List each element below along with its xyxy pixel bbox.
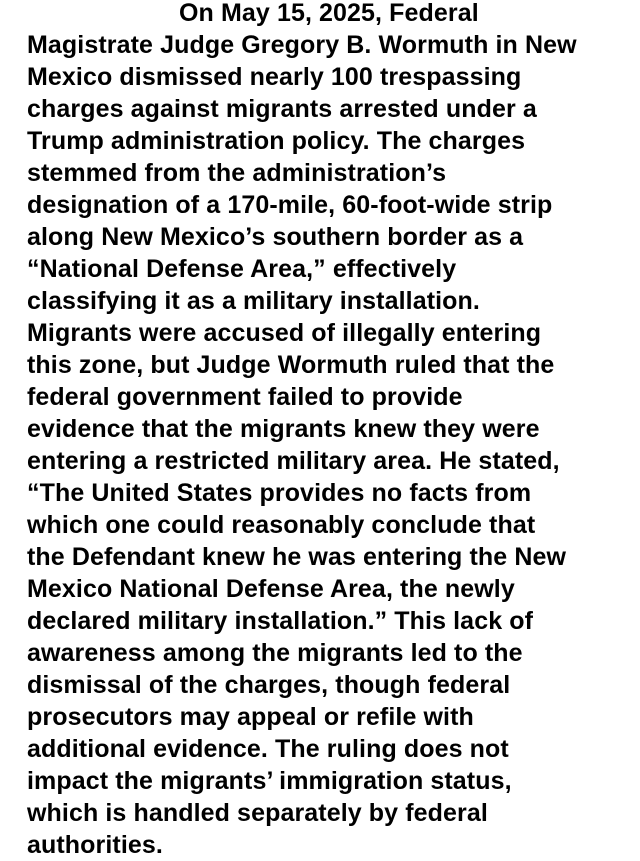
text-line: On May 15, 2025, Federal (179, 0, 479, 27)
text-line: federal government failed to provide (27, 383, 463, 411)
text-line: classifying it as a military installation. (27, 287, 480, 315)
text-line: Mexico dismissed nearly 100 trespassing (27, 63, 522, 91)
text-line: designation of a 170-mile, 60-foot-wide strip (27, 191, 553, 219)
text-line: stemmed from the administration’s (27, 159, 447, 187)
text-line: declared military installation.” This lack of (27, 607, 534, 635)
text-line: the Defendant knew he was entering the New (27, 543, 567, 571)
text-line: evidence that the migrants knew they were (27, 415, 540, 443)
text-line: “National Defense Area,” effectively (27, 255, 457, 283)
text-line: Magistrate Judge Gregory B. Wormuth in New (27, 31, 577, 59)
text-line: which is handled separately by federal (27, 799, 488, 827)
text-line: dismissal of the charges, though federal (27, 671, 511, 699)
text-line: charges against migrants arrested under a (27, 95, 537, 123)
text-line: additional evidence. The ruling does not (27, 735, 509, 763)
text-line: “The United States provides no facts from (27, 479, 532, 507)
text-line: this zone, but Judge Wormuth ruled that the (27, 351, 555, 379)
text-line: authorities. (27, 831, 163, 859)
text-line: awareness among the migrants led to the (27, 639, 523, 667)
text-line: Mexico National Defense Area, the newly (27, 575, 515, 603)
text-line: Trump administration policy. The charges (27, 127, 526, 155)
text-line: prosecutors may appeal or refile with (27, 703, 474, 731)
article-body (27, 0, 627, 861)
text-line: Migrants were accused of illegally entering (27, 319, 542, 347)
text-line: entering a restricted military area. He stated, (27, 447, 560, 475)
text-line: along New Mexico’s southern border as a (27, 223, 524, 251)
text-line: which one could reasonably conclude that (27, 511, 536, 539)
text-line: impact the migrants’ immigration status, (27, 767, 512, 795)
